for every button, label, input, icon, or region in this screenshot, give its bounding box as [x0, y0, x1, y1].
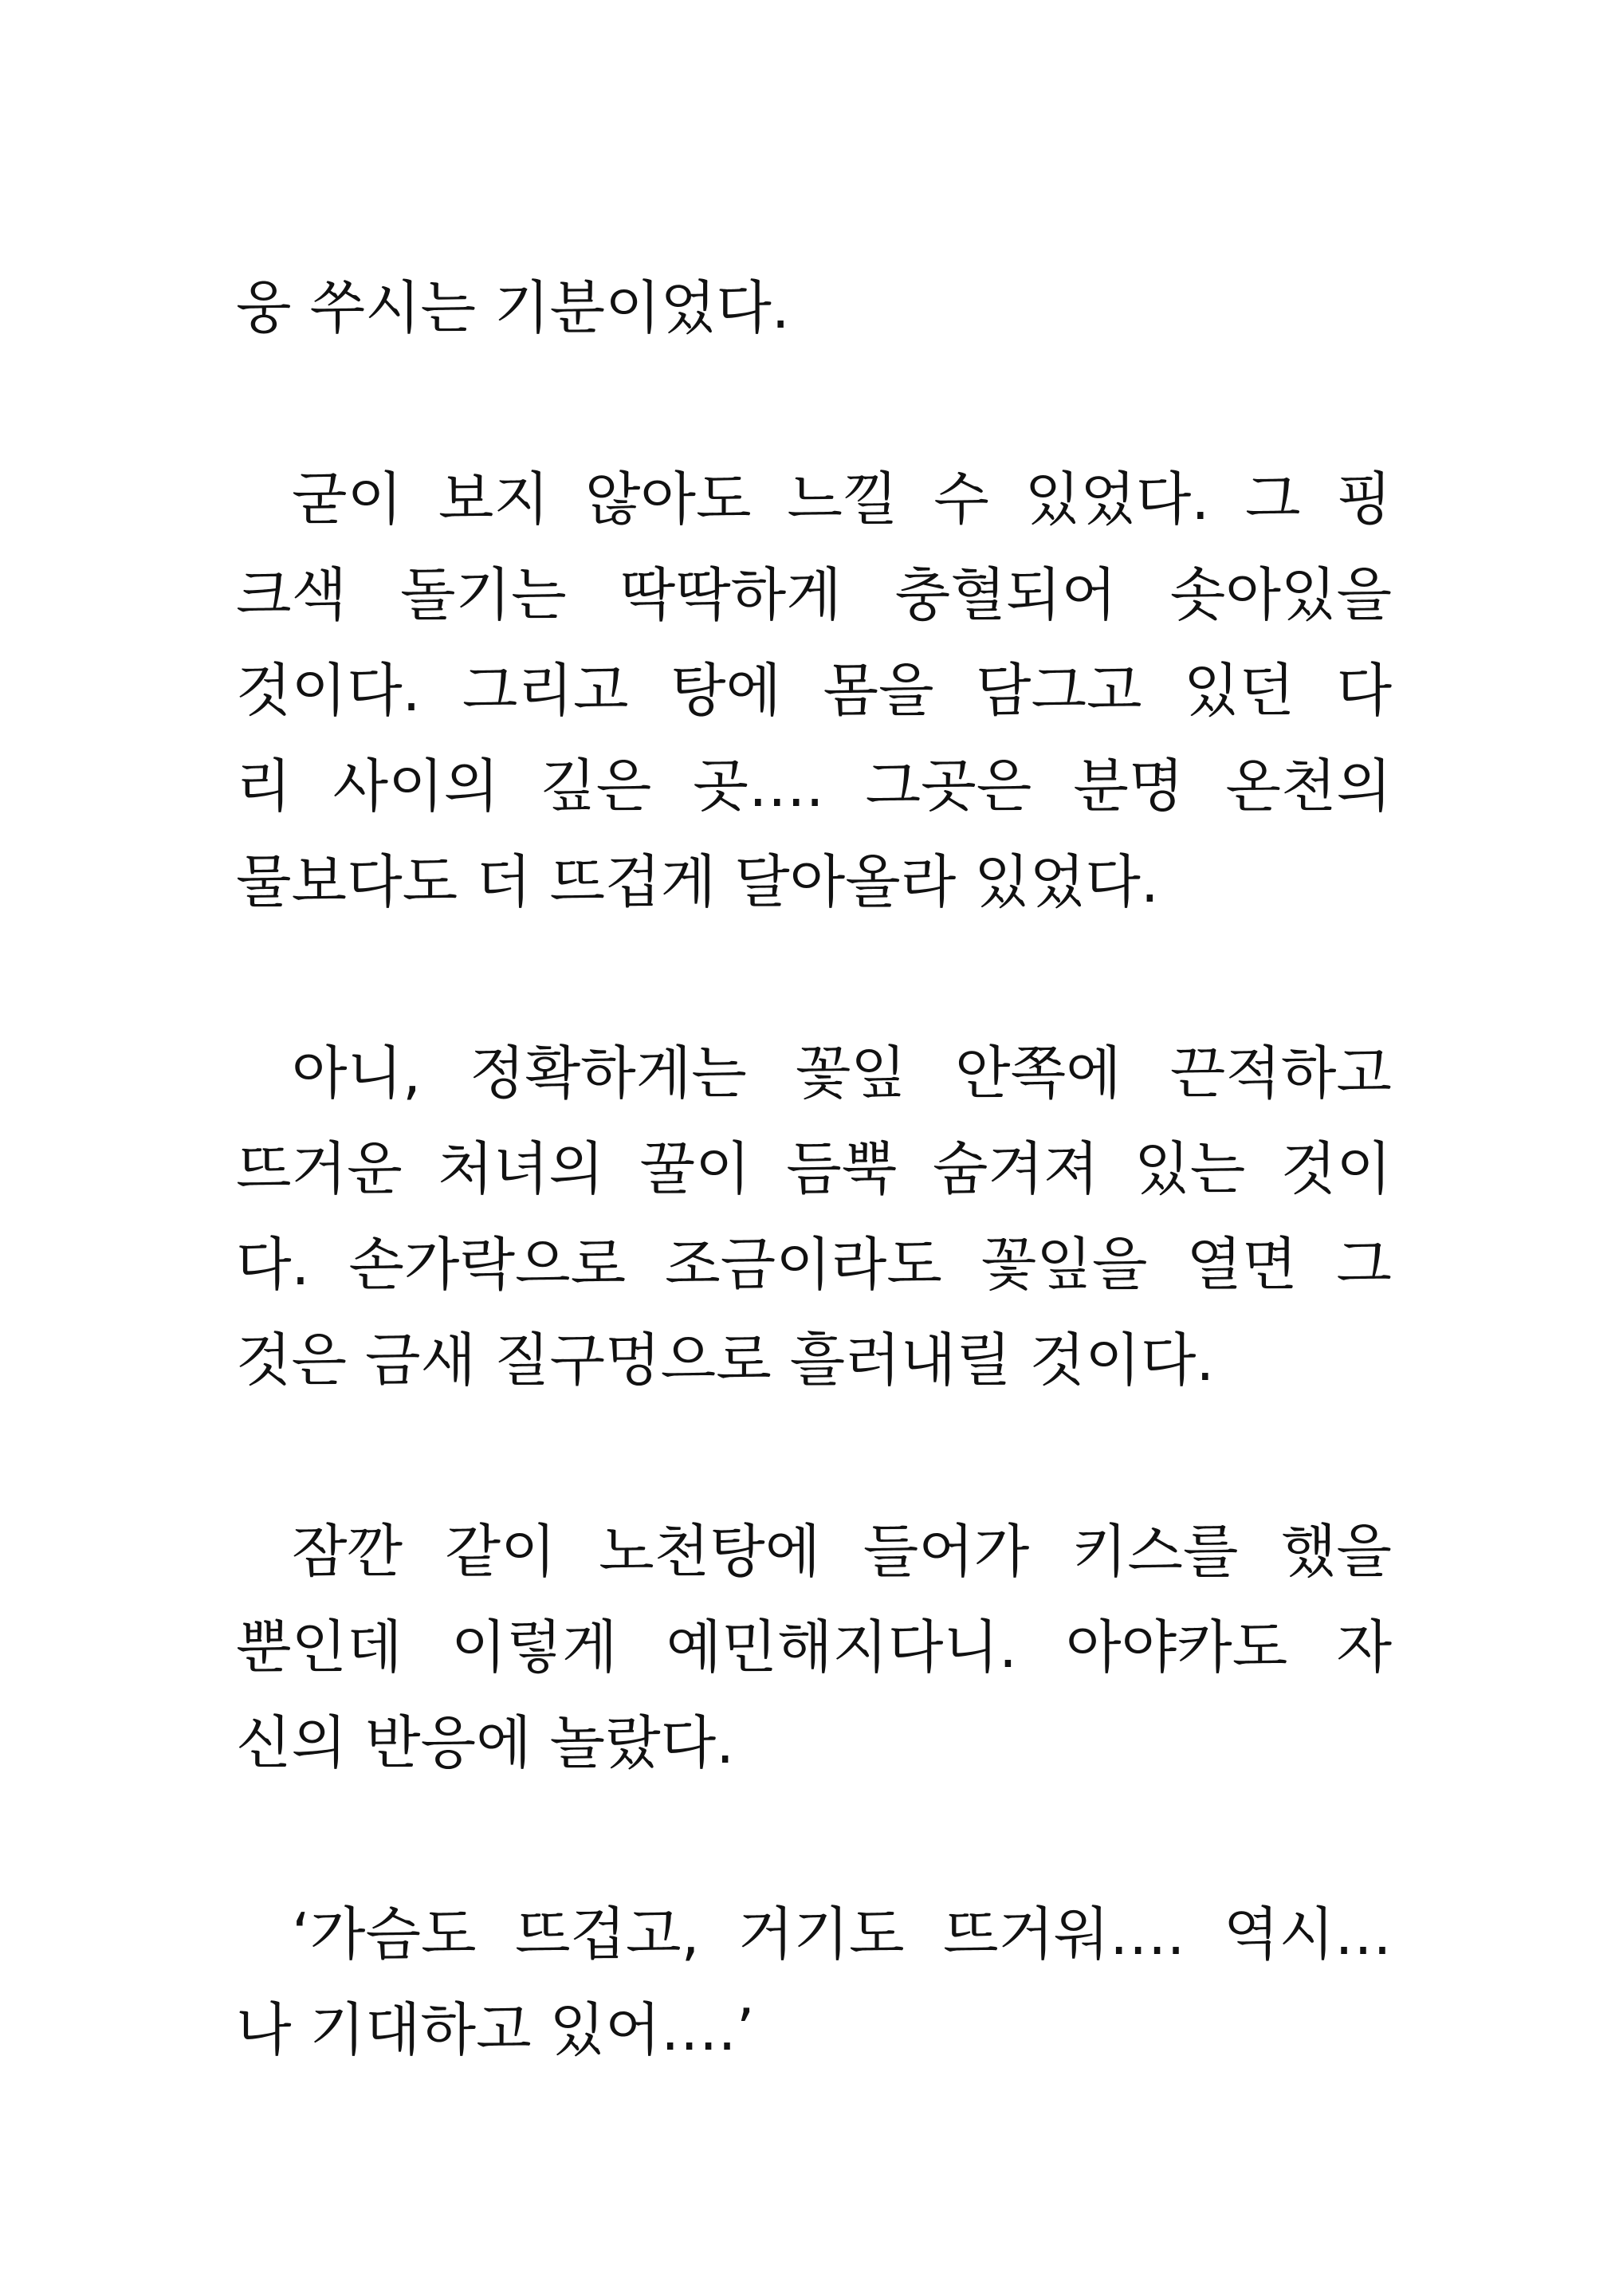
text-line: 웅 쑤시는 기분이었다. [236, 274, 790, 341]
text-line: 굳이 보지 않아도 느낄 수 있었다. 그 핑 [292, 466, 1392, 533]
text-line: 다. 손가락으로 조금이라도 꽃잎을 열면 그 [236, 1231, 1392, 1298]
text-line: 리 사이의 깊은 곳…. 그곳은 분명 온천의 [236, 753, 1392, 820]
text-line: 잠깐 같이 노천탕에 들어가 키스를 했을 [292, 1518, 1392, 1585]
text-line: 뜨거운 처녀의 꿀이 듬뿍 숨겨져 있는 것이 [236, 1135, 1392, 1202]
text-line: 것이다. 그리고 탕에 몸을 담그고 있던 다 [236, 657, 1392, 724]
text-line: 크색 돌기는 딱딱하게 충혈되어 솟아있을 [236, 561, 1392, 628]
text-line: 물보다도 더 뜨겁게 달아올라 있었다. [236, 848, 1159, 915]
text-line: 아니, 정확하게는 꽃잎 안쪽에 끈적하고 [292, 1040, 1392, 1107]
text-line: ‘가슴도 뜨겁고, 거기도 뜨거워…. 역시… [292, 1901, 1392, 1968]
text-line: 신의 반응에 놀랐다. [236, 1709, 735, 1776]
text-line: 나 기대하고 있어….’ [236, 1996, 755, 2063]
text-line: 것은 금새 질구멍으로 흘러내릴 것이다. [236, 1327, 1215, 1394]
text-line: 뿐인데 이렇게 예민해지다니. 아야카도 자 [236, 1614, 1392, 1681]
